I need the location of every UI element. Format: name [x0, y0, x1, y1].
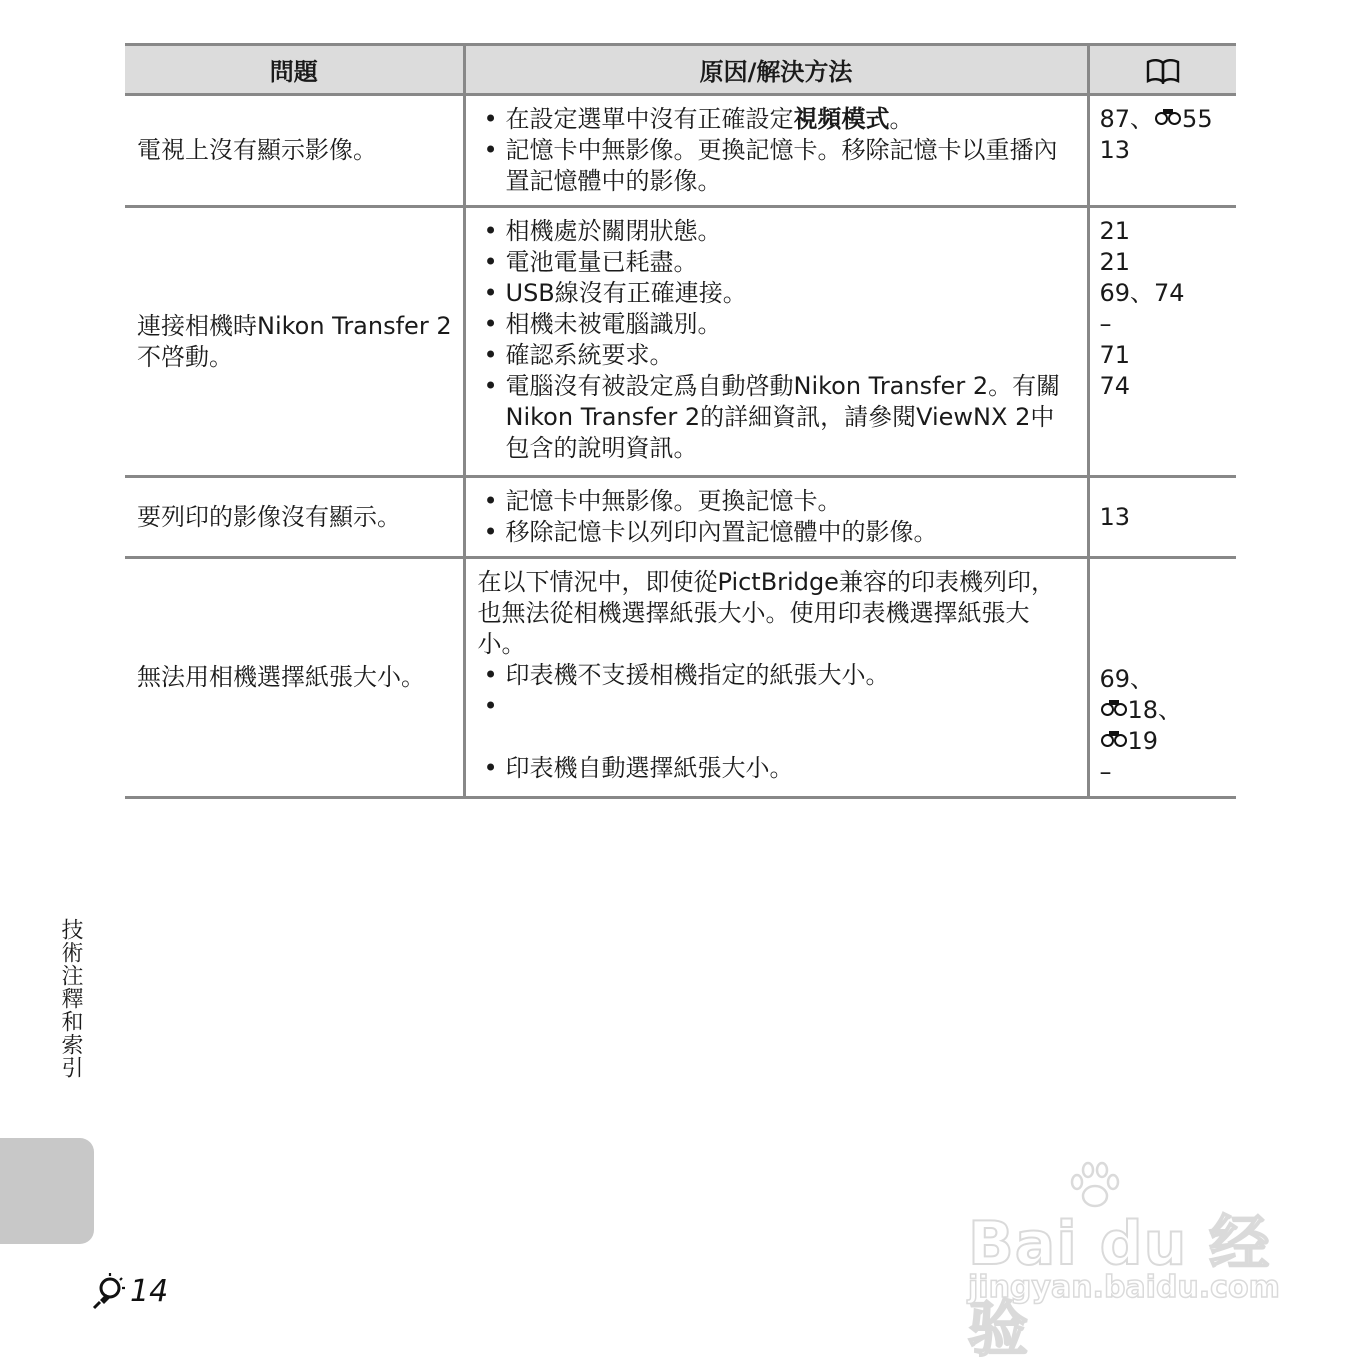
- table-header-row: [125, 45, 1236, 95]
- list-item: • 印表機不支援相機指定的紙張大小。: [478, 660, 1077, 691]
- intro-paragraph: 在以下情況中，即使從PictBridge兼容的印表機列印，也無法從相機選擇紙張大小。使用印表機選擇紙張大小。: [477, 568, 1055, 658]
- list-item: • 相機未被電腦識別。: [478, 309, 1077, 340]
- header-problem: 問題: [125, 45, 464, 95]
- page-reference: –: [1099, 758, 1112, 786]
- page-number: 14: [88, 1270, 168, 1312]
- page-reference: 69、74: [1099, 279, 1185, 307]
- reference-cell: [1088, 477, 1236, 558]
- list-item: • 電腦沒有被設定爲自動啓動Nikon Transfer 2。有關Nikon Transfer 2的詳細資訊，請參閱ViewNX 2中包含的說明資訊。: [478, 371, 1077, 464]
- bold-term: 視頻模式: [793, 105, 890, 133]
- table-row: [125, 207, 1236, 477]
- list-item: • 在設定選單中沒有正確設定視頻模式。: [478, 104, 1077, 135]
- problem-cell: 電視上沒有顯示影像。: [125, 95, 464, 207]
- cause-cell: [464, 207, 1088, 477]
- table-row: [125, 558, 1236, 798]
- reference-cell: [1088, 207, 1236, 477]
- cause-cell: [464, 558, 1088, 798]
- page-reference: 18、: [1100, 695, 1227, 726]
- troubleshooting-table: [125, 43, 1236, 799]
- header-cause-solution: 原因/解決方法: [464, 45, 1088, 95]
- problem-cell: 無法用相機選擇紙張大小。: [125, 558, 464, 798]
- table-row: [125, 477, 1236, 558]
- list-item: • 相機處於關閉狀態。: [478, 216, 1077, 247]
- page-reference: 21: [1099, 217, 1131, 245]
- list-item: • USB線沒有正確連接。: [478, 278, 1077, 309]
- binoculars-icon: [1155, 109, 1181, 125]
- reference-cell: [1088, 95, 1236, 207]
- list-item: • 移除記憶卡以列印內置記憶體中的影像。: [478, 517, 1077, 548]
- page-reference: 13: [1099, 502, 1131, 531]
- watermark-url: jingyan.baidu.com: [968, 1270, 1280, 1305]
- problem-cell: 連接相機時Nikon Transfer 2不啓動。: [125, 207, 464, 477]
- page-reference: 13: [1099, 136, 1131, 164]
- book-icon: [1145, 58, 1181, 84]
- baidu-watermark: [960, 1160, 1280, 1365]
- header-reference: [1088, 45, 1236, 95]
- page-reference: 69、: [1099, 665, 1155, 693]
- list-spacer: [478, 691, 1077, 753]
- list-item: • 電池電量已耗盡。: [478, 247, 1077, 278]
- cause-cell: [464, 95, 1088, 207]
- page-reference: –: [1099, 310, 1112, 338]
- table-row: [125, 95, 1236, 207]
- page-reference: 19: [1100, 726, 1227, 757]
- section-tab: [0, 1138, 94, 1244]
- page-reference: 74: [1099, 372, 1131, 400]
- watermark-brand: Bai du 经验: [968, 1209, 1271, 1365]
- list-item: • 記憶卡中無影像。更換記憶卡。移除記憶卡以重播內置記憶體中的影像。: [478, 135, 1077, 197]
- problem-cell: 要列印的影像沒有顯示。: [125, 477, 464, 558]
- binoculars-icon: [1101, 700, 1127, 716]
- binoculars-icon: [1101, 731, 1127, 747]
- reference-cell: [1088, 558, 1236, 798]
- bulb-icon: [88, 1270, 128, 1312]
- section-label: 技術注釋和索引: [58, 918, 83, 1079]
- list-item: • 確認系統要求。: [478, 340, 1077, 371]
- page-reference: 71: [1099, 341, 1131, 369]
- page-reference: 87、 55: [1099, 105, 1213, 133]
- list-item: • 印表機自動選擇紙張大小。: [478, 753, 1077, 784]
- list-item: • 記憶卡中無影像。更換記憶卡。: [478, 486, 1077, 517]
- page-reference: 21: [1099, 248, 1131, 276]
- cause-cell: [464, 477, 1088, 558]
